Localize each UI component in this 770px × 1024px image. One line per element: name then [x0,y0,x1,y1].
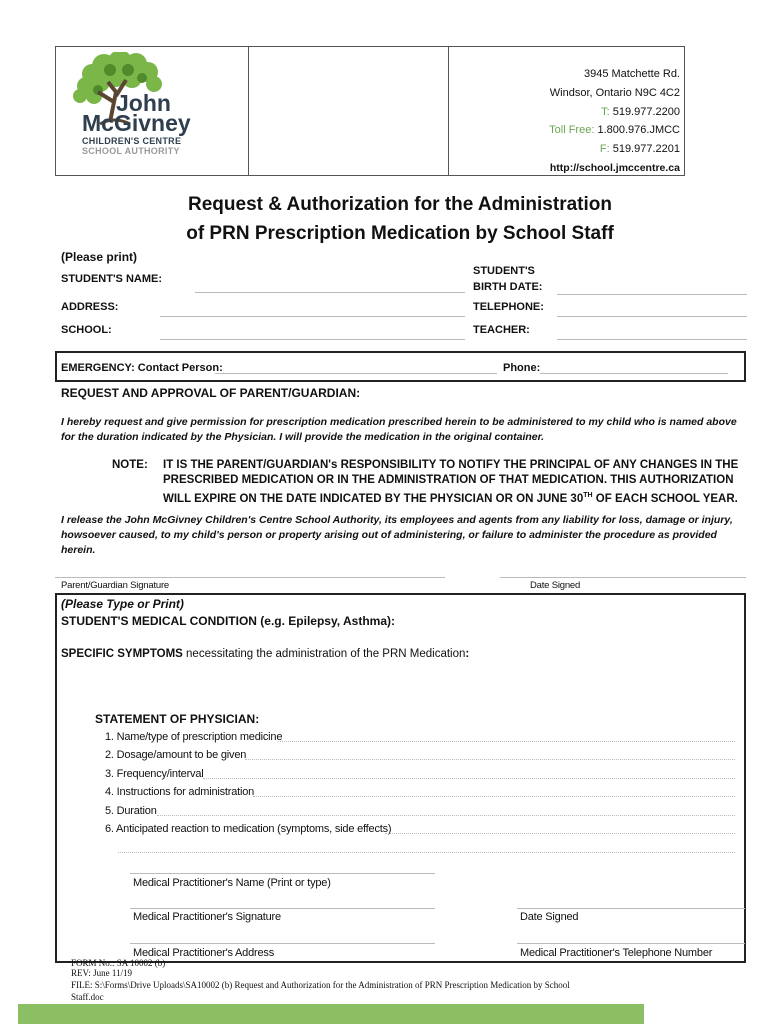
school-label: SCHOOL: [61,324,112,336]
birth-date-label-2: BIRTH DATE: [473,281,543,293]
tollfree-line [549,124,680,136]
practitioner-signature-field[interactable] [130,908,435,909]
practitioner-date-label: Date Signed [520,911,579,923]
address-field[interactable] [160,316,465,317]
student-name-label: STUDENT'S NAME: [61,273,163,285]
tel-number: 519.977.2200 [612,106,680,118]
parent-signature-field[interactable] [55,577,445,578]
note-label: NOTE: [112,459,148,471]
letterhead-divider [448,46,449,176]
tel-label: T: [601,106,610,118]
fax-line [600,143,680,155]
please-type-label: (Please Type or Print) [61,597,184,611]
physician-item-1: 1. Name/type of prescription medicine [105,731,283,743]
note-line-1: IT IS THE PARENT/GUARDIAN's RESPONSIBILITY TO NOTIFY THE PRINCIPAL OF ANY CHANGES IN THE [163,459,739,471]
date-signed-label: Date Signed [530,580,581,591]
fax-label: F: [599,143,610,155]
teacher-field[interactable] [557,339,747,340]
reaction-field-continued[interactable] [118,852,735,853]
file-path: FILE: S:\Forms\Drive Uploads\SA10002 (b) Request and Authorization for the Administration of PRN Prescription Medication by School [71,980,570,990]
practitioner-phone-label: Medical Practitioner's Telephone Number [520,947,713,959]
form-number: FORM No.: SA 10002 (b) [71,958,166,968]
physician-item-3: 3. Frequency/interval [105,768,204,780]
practitioner-name-field[interactable] [130,873,435,874]
emergency-phone-label: Phone: [503,362,541,374]
specific-symptoms-label: SPECIFIC SYMPTOMS necessitating the administration of the PRN Medication: [61,648,470,660]
parent-date-field[interactable] [500,577,746,578]
practitioner-date-field[interactable] [517,908,745,909]
tollfree-label: Toll Free: [549,124,595,136]
telephone-line [601,106,680,118]
parent-signature-label: Parent/Guardian Signature [61,580,170,591]
fax-number: 519.977.2201 [612,143,680,155]
liability-release-text: I release the John McGivney Children's Centre School Authority, its employees and agents from any liability for loss, damage or injury, howsoever caused, to my child's person or property arising out of administering, or failure to administer the procedure as provided herein. [61,514,733,556]
address-label: ADDRESS: [61,301,119,313]
medicine-name-field[interactable] [278,741,735,742]
logo-text-authority: SCHOOL AUTHORITY [82,146,180,156]
form-title-line2: of PRN Prescription Medication by School Staff [186,223,614,244]
emergency-contact-label: EMERGENCY: Contact Person: [61,362,223,374]
letterhead-divider [248,46,249,176]
physician-item-2: 2. Dosage/amount to be given [105,749,247,761]
website-link[interactable]: http://school.jmccentre.ca [549,162,680,174]
teacher-label: TEACHER: [473,324,530,336]
file-path-continued: Staff.doc [71,992,104,1002]
telephone-field[interactable] [557,316,747,317]
medical-condition-label: STUDENT'S MEDICAL CONDITION (e.g. Epilepsy, Asthma): [61,614,395,628]
telephone-label: TELEPHONE: [473,301,544,313]
form-title-line1: Request & Authorization for the Administration [188,194,612,215]
note-text [163,458,743,507]
dosage-field[interactable] [245,759,735,760]
practitioner-address-label: Medical Practitioner's Address [133,947,274,959]
revision-date: REV: June 11/19 [71,968,132,978]
tollfree-number: 1.800.976.JMCC [597,124,680,136]
birth-date-field[interactable] [557,294,747,295]
emergency-contact-field[interactable] [215,373,497,374]
logo-text-centre: CHILDREN'S CENTRE [82,136,182,146]
frequency-field[interactable] [203,778,735,779]
student-name-field[interactable] [195,292,465,293]
physician-statement-heading: STATEMENT OF PHYSICIAN: [95,712,260,726]
parent-section-heading: REQUEST AND APPROVAL OF PARENT/GUARDIAN: [61,386,361,400]
practitioner-phone-field[interactable] [517,943,745,944]
birth-date-label-1: STUDENT'S [473,265,535,277]
organization-logo [70,52,240,162]
parent-permission-text: I hereby request and give permission for prescription medication prescribed herein to be administered to my child who is named above for the duration indicated by the Physician. I will provide the medication in the original container. [61,416,737,443]
practitioner-address-field[interactable] [130,943,435,944]
practitioner-signature-label: Medical Practitioner's Signature [133,911,281,923]
emergency-phone-field[interactable] [540,373,728,374]
logo-text-mcgivney: McGivney [82,110,191,136]
city-address: Windsor, Ontario N9C 4C2 [549,87,680,99]
physician-item-4: 4. Instructions for administration [105,786,255,798]
street-address: 3945 Matchette Rd. [583,68,680,80]
logo-text-john: John [116,90,171,116]
school-field[interactable] [160,339,465,340]
practitioner-name-label: Medical Practitioner's Name (Print or type) [133,877,331,889]
footer-green-bar [18,1004,644,1024]
note-line-3: WILL EXPIRE ON THE DATE INDICATED BY THE PHYSICIAN OR ON JUNE 30TH OF EACH SCHOOL YEAR. [163,492,738,505]
physician-item-6: 6. Anticipated reaction to medication (symptoms, side effects) [105,823,392,835]
physician-item-5: 5. Duration [105,805,157,817]
reaction-field[interactable] [385,833,735,834]
note-line-2: PRESCRIBED MEDICATION OR IN THE ADMINISTRATION OF THAT MEDICATION. THIS AUTHORIZATION [163,474,734,486]
please-print-label: (Please print) [61,250,138,264]
duration-field[interactable] [157,815,735,816]
instructions-field[interactable] [253,796,735,797]
